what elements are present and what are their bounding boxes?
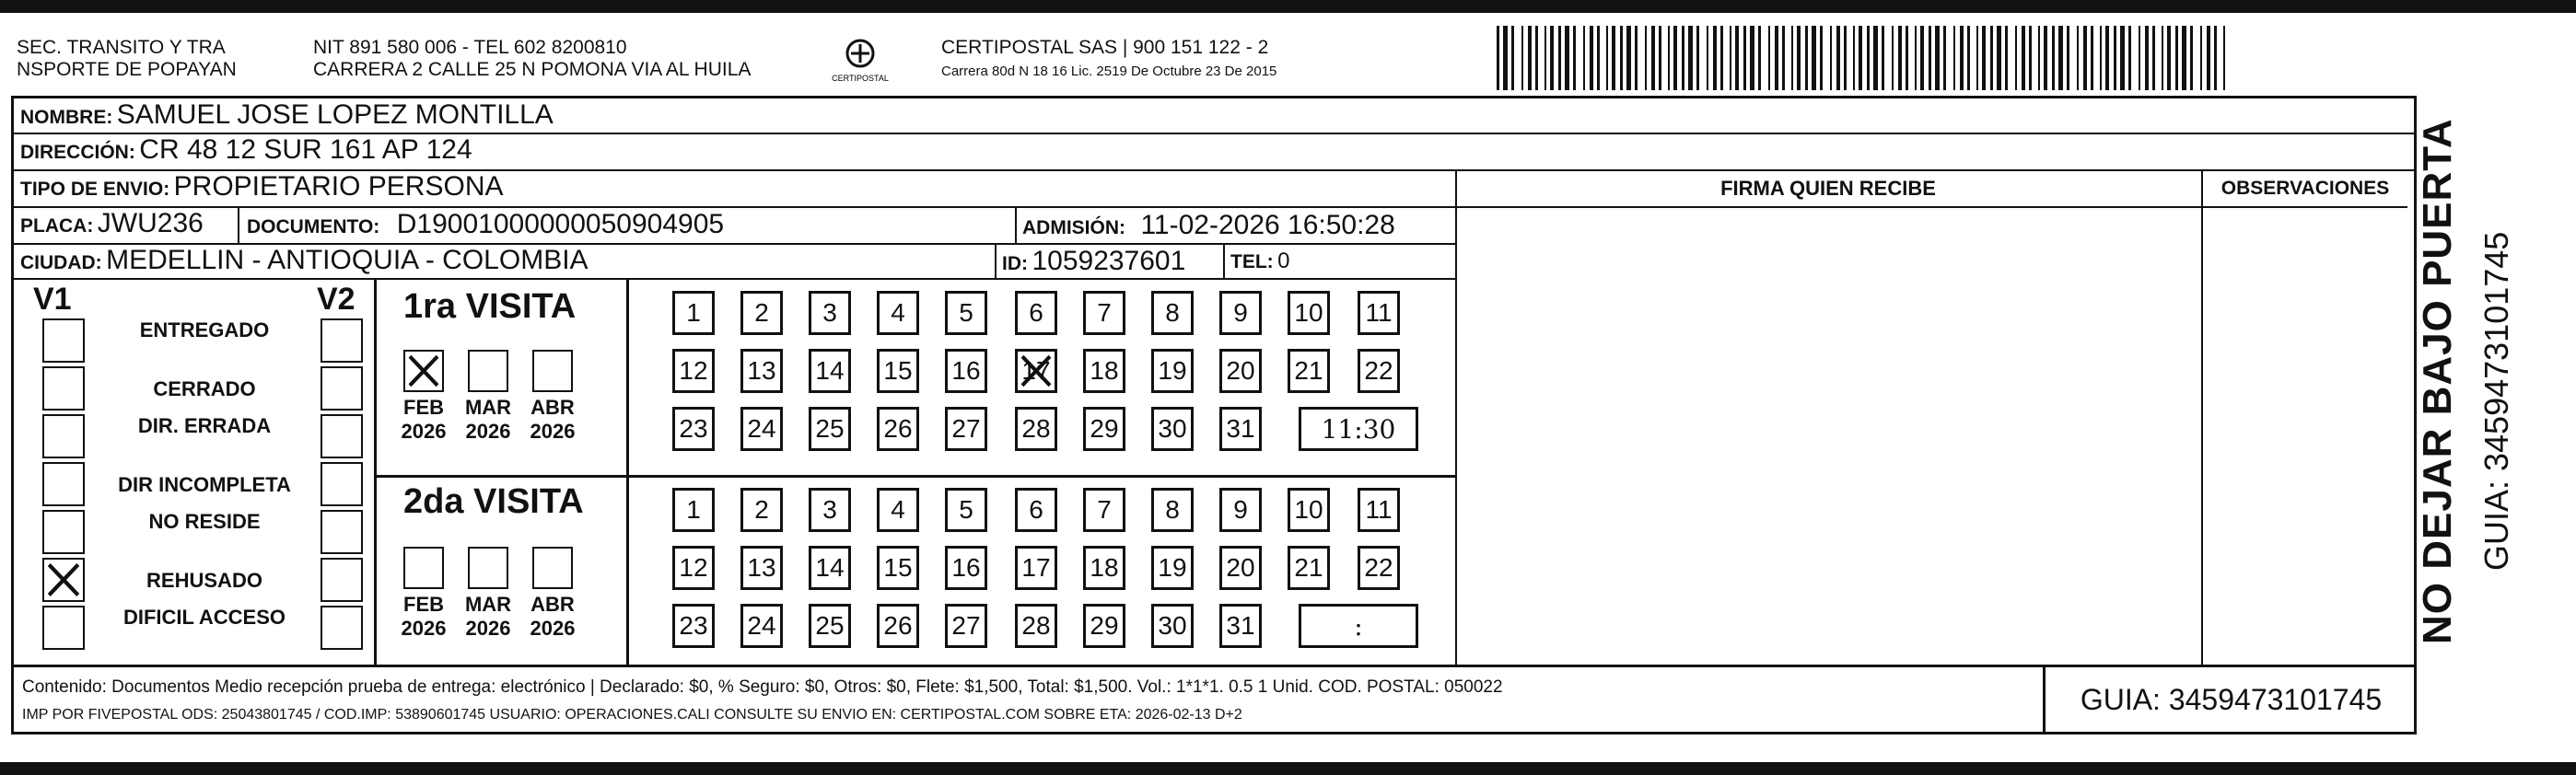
visit2-day-box[interactable]: 16 [945, 546, 987, 590]
visit1-month-year: 2026 [465, 420, 511, 443]
documento-cell [247, 208, 724, 246]
visit2-day-box[interactable]: 29 [1083, 604, 1125, 648]
visit1-day-box[interactable]: 14 [809, 349, 851, 393]
id-cell [1002, 245, 1185, 283]
visit1-day-box[interactable]: 29 [1083, 407, 1125, 451]
divider [1015, 208, 1017, 243]
visit2-title: 2da VISITA [403, 482, 584, 521]
carrier-block [941, 37, 1276, 81]
visit2-day-box[interactable]: 30 [1151, 604, 1194, 648]
ciudad-cell [20, 245, 589, 281]
visit2-month-name: MAR [464, 593, 512, 616]
visit1-day-box[interactable]: 15 [877, 349, 919, 393]
divider [238, 208, 239, 243]
visit2-day-box[interactable]: 25 [809, 604, 851, 648]
visit1-day-box[interactable]: 7 [1083, 291, 1125, 335]
visit1-day-box[interactable]: 19 [1151, 349, 1194, 393]
ciudad-label: CIUDAD: [20, 252, 102, 273]
visit2-day-box[interactable]: 7 [1083, 488, 1125, 532]
visit2-month-checkbox[interactable] [532, 547, 573, 589]
visit1-day-box[interactable]: 9 [1219, 291, 1262, 335]
visit1-day-box[interactable]: 24 [740, 407, 783, 451]
visit2-day-box[interactable]: 22 [1358, 546, 1400, 590]
side-text [2415, 110, 2461, 644]
nombre-label: NOMBRE: [20, 107, 113, 128]
visit2-day-box[interactable]: 24 [740, 604, 783, 648]
visit2-day-box[interactable]: 18 [1083, 546, 1125, 590]
visit2-day-box[interactable]: 9 [1219, 488, 1262, 532]
visit2-month-checkbox[interactable] [468, 547, 508, 589]
admision-value: 11-02-2026 16:50:28 [1140, 210, 1395, 240]
visit2-day-box[interactable]: 14 [809, 546, 851, 590]
visit1-day-box[interactable]: 21 [1288, 349, 1330, 393]
visit1-month-name: ABR [530, 396, 575, 419]
visit1-day-box[interactable]: 28 [1015, 407, 1057, 451]
visit2-month-name: FEB [403, 593, 444, 616]
visit1-month-name: FEB [403, 396, 444, 419]
visit1-day-box[interactable]: 4 [877, 291, 919, 335]
visit1-day-box[interactable]: 2 [740, 291, 783, 335]
visit2-day-box[interactable]: 27 [945, 604, 987, 648]
visit1-month-name: MAR [464, 396, 512, 419]
visit1-day-box[interactable]: 5 [945, 291, 987, 335]
visit1-day-box[interactable]: 22 [1358, 349, 1400, 393]
v2-checkbox[interactable] [321, 510, 363, 554]
visit1-day-box[interactable]: 3 [809, 291, 851, 335]
visit2-day-box[interactable]: 2 [740, 488, 783, 532]
visit1-month-checkbox[interactable] [532, 350, 573, 392]
nombre-value: SAMUEL JOSE LOPEZ MONTILLA [116, 99, 554, 130]
visit2-day-box[interactable]: 13 [740, 546, 783, 590]
visit1-day-box[interactable]: 12 [672, 349, 715, 393]
visit2-day-box[interactable]: 28 [1015, 604, 1057, 648]
direccion-value: CR 48 12 SUR 161 AP 124 [139, 134, 472, 165]
firma-area[interactable] [1455, 208, 2201, 665]
tipo-row [20, 171, 504, 207]
visit1-month-checkbox[interactable] [468, 350, 508, 392]
nit-line-1: NIT 891 580 006 - TEL 602 8200810 [313, 37, 627, 58]
side-warning: NO DEJAR BAJO PUERTA [2415, 118, 2460, 644]
tipo-value: PROPIETARIO PERSONA [173, 171, 504, 202]
visit2-month-checkbox[interactable] [403, 547, 444, 589]
barcode [1497, 26, 2229, 90]
visit2-day-box[interactable]: 26 [877, 604, 919, 648]
placa-cell [20, 208, 204, 244]
nit-block [313, 37, 751, 81]
visit2-month-label [456, 593, 520, 641]
v2-checkbox[interactable] [321, 606, 363, 650]
admision-cell [1022, 208, 1395, 248]
v2-checkbox[interactable] [321, 558, 363, 602]
direccion-label: DIRECCIÓN: [20, 142, 135, 163]
visit2-day-box[interactable]: 15 [877, 546, 919, 590]
visit2-day-box[interactable]: 12 [672, 546, 715, 590]
footer-line-1: Contenido: Documentos Medio recepción prueba de entrega: electrónico | Declarado: $0, % Seguro: $0, Otros: $0, Flete: $1,500, Total: $1,500. Vol.: 1*1*1. 0.5 1 Unid. COD. POSTAL: 050022 [22, 677, 1503, 697]
logo-text: CERTIPOSTAL [832, 74, 889, 83]
footer-guia: GUIA: 3459473101745 [2080, 682, 2383, 716]
visit2-time-box[interactable]: : [1299, 604, 1418, 648]
visit1-day-box[interactable]: 27 [945, 407, 987, 451]
visit1-day-box[interactable]: 18 [1083, 349, 1125, 393]
visit2-day-box[interactable]: 6 [1015, 488, 1057, 532]
sender-line-1: SEC. TRANSITO Y TRA [17, 37, 226, 58]
observaciones-header: OBSERVACIONES [2203, 171, 2407, 208]
visit2-day-box[interactable]: 11 [1358, 488, 1400, 532]
firma-header: FIRMA QUIEN RECIBE [1455, 171, 2201, 208]
sender-block [17, 37, 237, 81]
sender-line-2: NSPORTE DE POPAYAN [17, 59, 237, 80]
divider [374, 278, 377, 665]
visit1-day-box[interactable]: 11 [1358, 291, 1400, 335]
status-label: REHUSADO [146, 569, 262, 592]
visit1-day-box[interactable]: 13 [740, 349, 783, 393]
visit1-day-box[interactable]: 31 [1219, 407, 1262, 451]
carrier-line-1: CERTIPOSTAL SAS | 900 151 122 - 2 [941, 37, 1269, 58]
tel-label: TEL: [1230, 251, 1274, 272]
visit1-day-box[interactable]: 25 [809, 407, 851, 451]
status-label: NO RESIDE [148, 510, 261, 533]
top-edge [0, 0, 2576, 13]
visit1-month-year: 2026 [401, 420, 447, 443]
tipo-label: TIPO DE ENVIO: [20, 179, 170, 200]
tel-value: 0 [1277, 249, 1290, 273]
visit2-month-year: 2026 [530, 617, 576, 640]
documento-label: DOCUMENTO: [247, 216, 380, 237]
certipostal-logo [827, 35, 893, 87]
visit2-day-box[interactable]: 31 [1219, 604, 1262, 648]
divider [995, 245, 997, 278]
visit2-day-box[interactable]: 1 [672, 488, 715, 532]
visit2-day-box[interactable]: 3 [809, 488, 851, 532]
status-label: CERRADO [153, 377, 256, 400]
documento-value: D19001000000050904905 [396, 209, 725, 239]
direccion-row [20, 134, 472, 170]
visit2-day-box[interactable]: 8 [1151, 488, 1194, 532]
divider [1223, 245, 1225, 278]
side-guia: GUIA: 3459473101745 [2477, 231, 2515, 571]
visit1-day-box[interactable]: 26 [877, 407, 919, 451]
v2-checkbox[interactable] [321, 366, 363, 411]
visit2-day-box[interactable]: 10 [1288, 488, 1330, 532]
visit1-day-box[interactable]: 6 [1015, 291, 1057, 335]
visit1-month-label [520, 396, 585, 444]
ciudad-value: MEDELLIN - ANTIOQUIA - COLOMBIA [106, 245, 589, 275]
visit1-time-box[interactable]: 11:30 [1299, 407, 1418, 451]
status-label: DIFICIL ACCESO [122, 606, 286, 629]
visit2-day-box[interactable]: 19 [1151, 546, 1194, 590]
side-guia-wrap [2477, 92, 2516, 571]
visit2-month-year: 2026 [465, 617, 511, 640]
visit1-day-box[interactable]: 10 [1288, 291, 1330, 335]
status-label: DIR. ERRADA [137, 414, 272, 437]
v2-checkbox[interactable] [321, 414, 363, 458]
visit1-day-box[interactable]: 17 [1015, 349, 1057, 393]
visit1-month-year: 2026 [530, 420, 576, 443]
placa-value: JWU236 [97, 208, 204, 238]
v2-header: V2 [317, 282, 356, 317]
v2-checkbox[interactable] [321, 462, 363, 506]
visit2-day-box[interactable]: 20 [1219, 546, 1262, 590]
admision-label: ADMISIÓN: [1022, 217, 1125, 238]
visit2-month-name: ABR [530, 593, 575, 616]
v2-checkbox[interactable] [321, 318, 363, 363]
nit-line-2: CARRERA 2 CALLE 25 N POMONA VIA AL HUILA [313, 59, 752, 80]
visit1-title: 1ra VISITA [403, 287, 577, 326]
placa-label: PLACA: [20, 215, 94, 237]
divider [11, 278, 1455, 280]
visit1-day-box[interactable]: 20 [1219, 349, 1262, 393]
carrier-line-2: Carrera 80d N 18 16 Lic. 2519 De Octubre 23 De 2015 [941, 64, 1277, 79]
visit1-day-box[interactable]: 23 [672, 407, 715, 451]
visit1-month-label [391, 396, 456, 444]
v1-header: V1 [33, 282, 72, 317]
visit1-month-checkbox[interactable] [403, 350, 444, 392]
id-value: 1059237601 [1032, 246, 1186, 276]
visit2-month-label [520, 593, 585, 641]
visit1-day-box[interactable]: 8 [1151, 291, 1194, 335]
visit1-day-box[interactable]: 30 [1151, 407, 1194, 451]
divider [626, 278, 629, 665]
nombre-row [20, 99, 554, 135]
visit1-month-label [456, 396, 520, 444]
visit1-day-box[interactable]: 1 [672, 291, 715, 335]
observaciones-area[interactable] [2203, 208, 2407, 665]
visit2-day-box[interactable]: 23 [672, 604, 715, 648]
divider [374, 475, 1455, 478]
visit1-day-box[interactable]: 16 [945, 349, 987, 393]
bottom-edge [0, 762, 2576, 775]
visit2-day-box[interactable]: 17 [1015, 546, 1057, 590]
footer-line-2: IMP POR FIVEPOSTAL ODS: 25043801745 / COD.IMP: 53890601745 USUARIO: OPERACIONES.CALI CONSULTE SU ENVIO EN: CERTIPOSTAL.COM SOBRE ETA: 2026-02-13 D+2 [22, 707, 1242, 723]
visit2-month-label [391, 593, 456, 641]
visit2-day-box[interactable]: 5 [945, 488, 987, 532]
visit2-month-year: 2026 [401, 617, 447, 640]
visit2-day-box[interactable]: 21 [1288, 546, 1330, 590]
id-label: ID: [1002, 253, 1028, 274]
status-label: DIR INCOMPLETA [118, 473, 291, 496]
status-label: ENTREGADO [139, 318, 270, 341]
visit2-day-box[interactable]: 4 [877, 488, 919, 532]
tel-cell [1230, 245, 1289, 281]
